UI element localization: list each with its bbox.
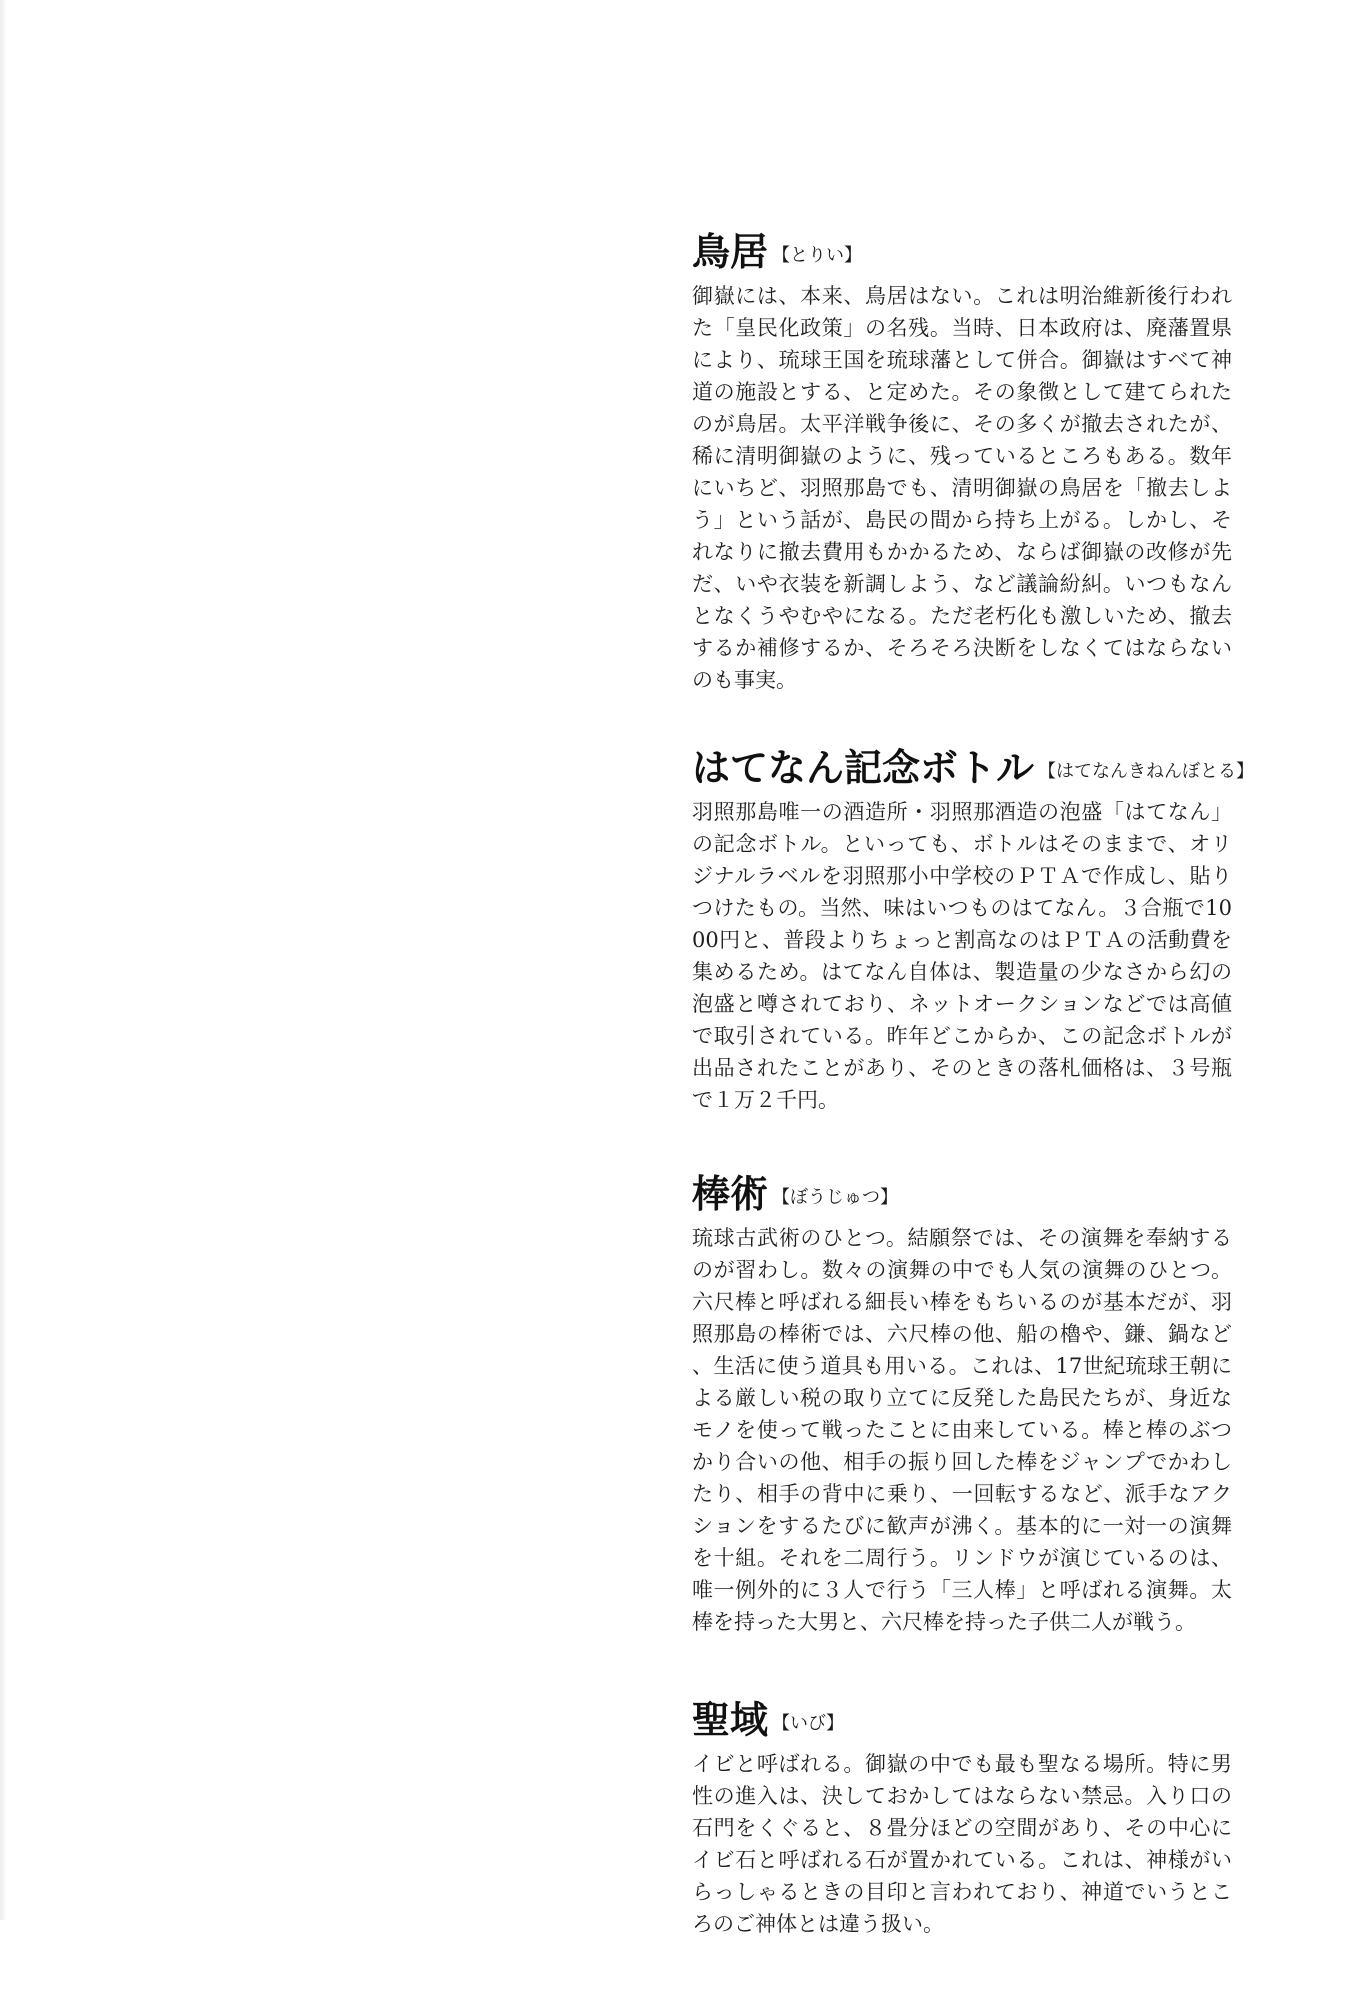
glossary-entry-ibi	[692, 1694, 1232, 1940]
glossary-column	[692, 226, 1255, 1990]
entry-term: 鳥居	[692, 229, 769, 274]
entry-heading	[692, 1168, 1232, 1216]
entry-body: イビと呼ばれる。御嶽の中でも最も聖なる場所。特に男性の進入は、決しておかしてはならない禁忌。入り口の石門をくぐると、８畳分ほどの空間があり、その中心にイビ石と呼ばれる石が置かれている。これは、神様がいらっしゃるときの目印と言われており、神道でいうところのご神体とは違う扱い。	[692, 1752, 1232, 1936]
entry-heading	[692, 1694, 1232, 1742]
entry-reading: 【ぼうじゅつ】	[772, 1187, 899, 1208]
entry-reading: 【はてなんきねんぼとる】	[1038, 761, 1255, 782]
entry-body: 羽照那島唯一の酒造所・羽照那酒造の泡盛「はてなん」の記念ボトル。といっても、ボトルはそのままで、オリジナルラベルを羽照那小中学校のＰＴＡで作成し、貼りつけたもの。当然、味はいつものはてなん。３合瓶で1000円と、普段よりちょっと割高なのはＰＴＡの活動費を集めるため。はてなん自体は、製造量の少なさから幻の泡盛と噂されており、ネットオークションなどでは高値で取引されている。昨年どこからか、この記念ボトルが出品されたことがあり、そのときの落札価格は、３号瓶で１万２千円。	[692, 800, 1232, 1112]
entry-heading	[692, 226, 1232, 274]
entry-term: 棒術	[692, 1171, 769, 1216]
glossary-entry-hatenan-bottle	[692, 742, 1255, 1116]
entry-body: 琉球古武術のひとつ。結願祭では、その演舞を奉納するのが習わし。数々の演舞の中でも人気の演舞のひとつ。六尺棒と呼ばれる細長い棒をもちいるのが基本だが、羽照那島の棒術では、六尺棒の他、船の櫓や、鎌、鍋など、生活に使う道具も用いる。これは、17世紀琉球王朝による厳しい税の取り立てに反発した島民たちが、身近なモノを使って戦ったことに由来している。棒と棒のぶつかり合いの他、相手の振り回した棒をジャンプでかわしたり、相手の背中に乗り、一回転するなど、派手なアクションをするたびに歓声が沸く。基本的に一対一の演舞を十組。それを二周行う。リンドウが演じているのは、唯一例外的に３人で行う「三人棒」と呼ばれる演舞。太棒を持った大男と、六尺棒を持った子供二人が戦う。	[692, 1226, 1232, 1634]
page-edge-shadow	[0, 0, 7, 1920]
glossary-entry-bojutsu	[692, 1168, 1232, 1638]
glossary-entry-torii	[692, 226, 1232, 696]
entry-body: 御嶽には、本来、鳥居はない。これは明治維新後行われた「皇民化政策」の名残。当時、日本政府は、廃藩置県により、琉球王国を琉球藩として併合。御嶽はすべて神道の施設とする、と定めた。その象徴として建てられたのが鳥居。太平洋戦争後に、その多くが撤去されたが、稀に清明御嶽のように、残っているところもある。数年にいちど、羽照那島でも、清明御嶽の鳥居を「撤去しよう」という話が、島民の間から持ち上がる。しかし、それなりに撤去費用もかかるため、ならば御嶽の改修が先だ、いや衣装を新調しよう、など議論紛糾。いつもなんとなくうやむやになる。ただ老朽化も激しいため、撤去するか補修するか、そろそろ決断をしなくてはならないのも事実。	[692, 284, 1232, 692]
entry-term: 聖域	[692, 1697, 769, 1742]
entry-heading	[692, 742, 1255, 790]
entry-term: はてなん記念ボトル	[692, 745, 1035, 790]
entry-reading: 【いび】	[772, 1713, 845, 1734]
entry-reading: 【とりい】	[772, 245, 863, 266]
